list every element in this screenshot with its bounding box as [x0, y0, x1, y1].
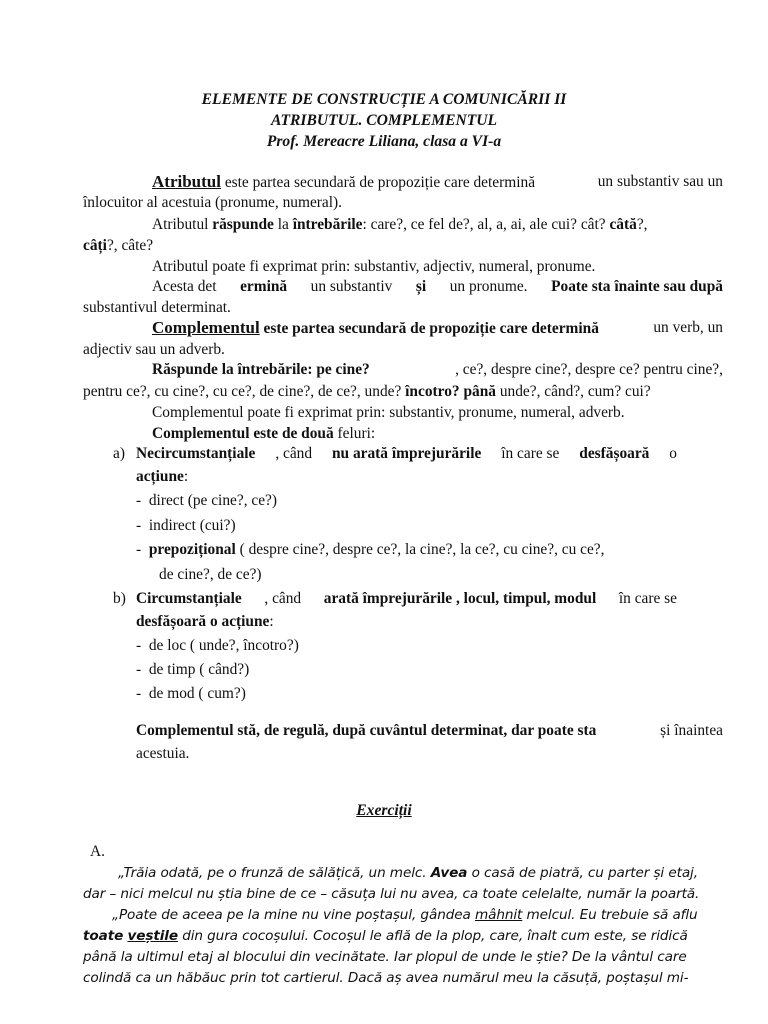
author-line: Prof. Mereacre Liliana, clasa a VI-a [266, 133, 502, 150]
atribut-definition-line1: Atributul este partea secundară de propoziție care determină un substantiv sau un [152, 172, 723, 191]
exercises-heading: Exerciții [356, 802, 412, 819]
list-item: - de mod ( cum?) [136, 685, 246, 702]
list-a-line2: acțiune: [136, 468, 189, 485]
list-item-continuation: de cine?, de ce?) [159, 566, 262, 583]
list-b-line2: desfășoară o acțiune: [136, 613, 274, 630]
list-a-line1: Necircumstanțiale , când nu arată împrejurările în care se desfășoară o [136, 445, 677, 462]
exercise-label: A. [90, 843, 105, 860]
complement-kinds: Complementul este de două feluri: [152, 425, 376, 442]
list-item: - de timp ( când?) [136, 661, 250, 678]
rule-line2: acestuia. [136, 745, 190, 762]
atribut-questions-line2: câți?, câte? [83, 237, 154, 254]
list-item: - direct (pe cine?, ce?) [136, 492, 278, 509]
complement-expression: Complementul poate fi exprimat prin: substantiv, pronume, numeral, adverb. [152, 404, 625, 421]
exercise-text-line5: până la ultimul etaj al blocului din vecinătate. Iar plopul de unde le știe? De la vântul care [83, 949, 687, 965]
atribut-definition-line2: înlocuitor al acestuia (pronume, numeral). [83, 194, 342, 211]
exercise-text-line1: „Trăia odată, pe o frunză de sălățică, un melc. Avea o casă de piatră, cu parter și etaj, [118, 865, 698, 881]
list-item: - prepozițional ( despre cine?, despre ce?, la cine?, la ce?, cu cine?, cu ce?, [136, 541, 605, 558]
list-marker-a: a) [113, 445, 125, 462]
atribut-position-line1: Acesta det ermină un substantiv și un pronume. Poate sta înainte sau după [152, 278, 723, 295]
rule-line1: Complementul stă, de regulă, după cuvântul determinat, dar poate sta și înaintea [136, 722, 723, 739]
exercise-text-line2: dar – nici melcul nu știa bine de ce – căsuța lui nu avea, ca toate celelalte, număr la poartă. [83, 886, 700, 902]
complement-term: Complementul [152, 318, 260, 337]
atribut-expression: Atributul poate fi exprimat prin: substantiv, adjectiv, numeral, pronume. [152, 258, 596, 275]
exercise-text-line3: „Poate de aceea pe la mine nu vine poștașul, gândea mâhnit melcul. Eu trebuie să aflu [112, 907, 698, 923]
complement-questions-line2: pentru ce?, cu cine?, cu ce?, de cine?, de ce?, unde? încotro? până unde?, când?, cum? cui? [83, 383, 651, 400]
complement-definition-line1: Complementul este partea secundară de propoziție care determină un verb, un [152, 318, 723, 337]
list-marker-b: b) [113, 590, 126, 607]
title-line-1: ELEMENTE DE CONSTRUCȚIE A COMUNICĂRII II [201, 91, 567, 108]
list-b-line1: Circumstanțiale , când arată împrejurările , locul, timpul, modul în care se [136, 590, 677, 607]
atribut-term: Atributul [152, 172, 221, 191]
exercise-text-line6: colindă ca un hăbăuc prin tot cartierul. Dacă aș avea numărul meu la căsuță, poștașul mi- [83, 970, 689, 986]
atribut-position-line2: substantivul determinat. [83, 299, 231, 316]
title-line-2: ATRIBUTUL. COMPLEMENTUL [270, 112, 498, 129]
atribut-questions-line1: Atributul răspunde la întrebările: care?, ce fel de?, al, a, ai, ale cui? cât? câtă?, [152, 216, 648, 233]
list-item: - indirect (cui?) [136, 517, 236, 534]
complement-questions-line1: Răspunde la întrebările: pe cine? , ce?, despre cine?, despre ce? pentru cine?, [152, 361, 723, 378]
exercise-text-line4: toate veștile din gura cocoșului. Cocoșul le află de la plop, care, înalt cum este, se ridică [83, 928, 688, 944]
complement-definition-line2: adjectiv sau un adverb. [83, 341, 225, 358]
list-item: - de loc ( unde?, încotro?) [136, 637, 299, 654]
